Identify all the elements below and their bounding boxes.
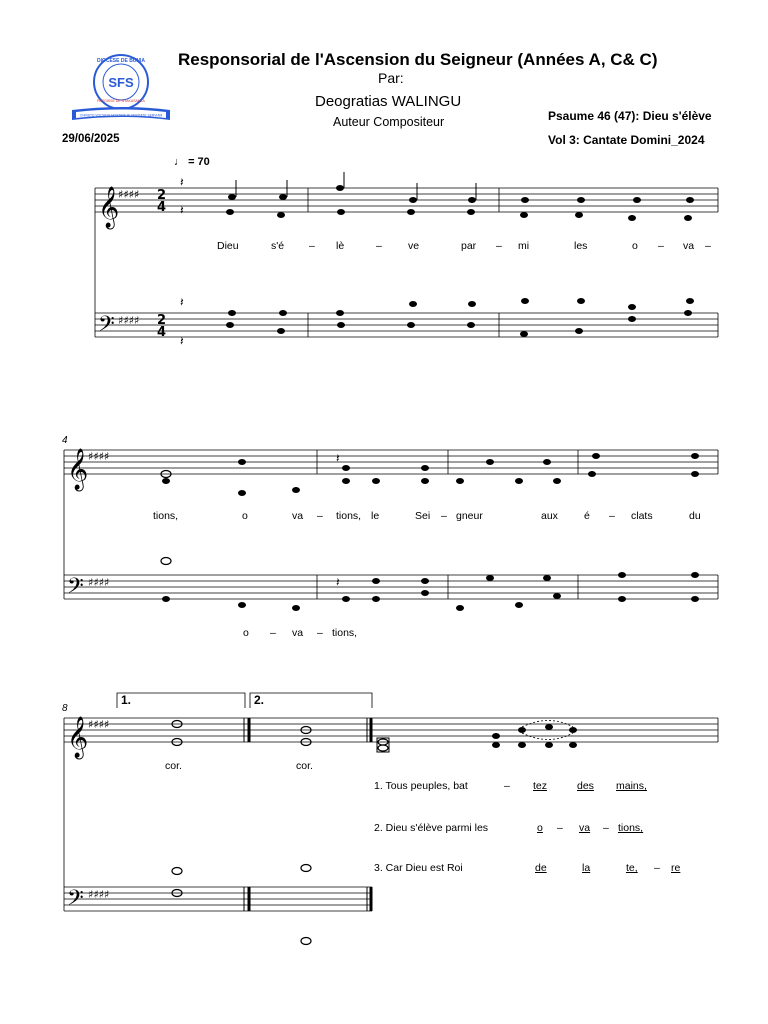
svg-text:𝄽: 𝄽	[180, 175, 184, 189]
svg-text:4: 4	[157, 325, 167, 340]
svg-text:DIOCESE DE BUNIA: DIOCESE DE BUNIA	[96, 58, 146, 64]
lyric: du	[689, 510, 701, 522]
svg-text:PAROISSE DE NYAKASANZA: PAROISSE DE NYAKASANZA	[97, 99, 145, 103]
verse-3-word: re	[671, 862, 681, 874]
composer-role: Auteur Compositeur	[333, 115, 445, 129]
verse-1-word: des	[577, 780, 594, 792]
lyric: cor.	[165, 760, 182, 772]
svg-text:CHRISTO VOCIBUS NOSTRIS IN VER: CHRISTO VOCIBUS NOSTRIS IN VERITATE SERVIAM	[79, 113, 163, 118]
lyric: o	[632, 240, 638, 252]
svg-text:2: 2	[157, 313, 167, 328]
lyric: cor.	[296, 760, 313, 772]
volta-2: 2.	[254, 693, 265, 707]
verse-3-text: 3. Car Dieu est Roi	[374, 862, 463, 874]
lyric: va	[292, 510, 304, 522]
system-3	[64, 693, 718, 911]
lyric: les	[574, 240, 588, 252]
psalm-reference: Psaume 46 (47): Dieu s'élève	[548, 109, 712, 123]
score-date: 29/06/2025	[62, 133, 120, 145]
lyric: –	[376, 240, 382, 252]
verse-2-word: tions,	[618, 822, 644, 834]
treble-clef-icon: 𝄞	[98, 187, 120, 228]
tempo-value: = 70	[188, 156, 210, 168]
svg-text:𝄢: 𝄢	[67, 574, 84, 604]
lyric: –	[441, 510, 447, 522]
verse-3-word: la	[582, 862, 591, 874]
verse-1-word: tez	[533, 780, 548, 792]
lyric: –	[609, 510, 615, 522]
lyric: tions,	[153, 510, 179, 522]
lyric-bass: va	[292, 627, 304, 639]
svg-text:𝄢: 𝄢	[67, 886, 84, 916]
lyric-bass: –	[317, 627, 323, 639]
lyric: va	[683, 240, 695, 252]
verse-3-word: de	[535, 862, 547, 874]
svg-text:♯♯♯♯: ♯♯♯♯	[88, 888, 110, 901]
lyric: tions,	[336, 510, 362, 522]
lyric: le	[371, 510, 380, 522]
lyric: ve	[408, 240, 420, 252]
lyric: –	[317, 510, 323, 522]
svg-text:𝄽: 𝄽	[180, 295, 184, 309]
verse-1-word: mains,	[616, 780, 647, 792]
music-notation: 𝄞 𝄞 𝄢 ♯♯♯♯ ♯♯♯♯ 2 4 2 4 𝄽𝄽 𝄽𝄽 𝄞 𝄢 ♯♯♯♯ ♯♯♯♯ 𝄽 𝄽 𝄞 𝄢 ♯♯♯♯ ♯♯♯♯	[0, 0, 768, 1024]
verse-2-word: –	[557, 822, 563, 834]
verse-1-dash: –	[504, 780, 510, 792]
svg-text:𝄽: 𝄽	[180, 334, 184, 348]
measure-number: 8	[62, 703, 68, 714]
system-2-glyphs	[67, 448, 699, 611]
lyric: –	[658, 240, 664, 252]
verse-2-word: o	[537, 822, 543, 834]
svg-text:♯♯♯♯: ♯♯♯♯	[88, 718, 110, 731]
lyric-bass: –	[270, 627, 276, 639]
lyric: mi	[518, 240, 530, 252]
volume-label: Vol 3: Cantate Domini_2024	[548, 133, 705, 147]
lyric-bass: o	[243, 627, 249, 639]
lyric: –	[705, 240, 711, 252]
lyric: clats	[631, 510, 653, 522]
svg-text:2: 2	[157, 188, 167, 203]
svg-text:♯♯♯♯: ♯♯♯♯	[88, 450, 110, 463]
svg-text:𝄽: 𝄽	[336, 451, 340, 465]
lyric: é	[584, 510, 590, 522]
lyric: s'é	[271, 240, 285, 252]
svg-text:𝄽: 𝄽	[180, 203, 184, 217]
verse-2-text: 2. Dieu s'élève parmi les	[374, 822, 489, 834]
svg-text:𝄞: 𝄞	[67, 717, 89, 758]
system-1-glyphs	[98, 172, 694, 348]
tempo-marking: ♩ = 70	[174, 156, 210, 168]
system-1	[95, 188, 718, 337]
verse-2-word: –	[603, 822, 609, 834]
lyric: par	[461, 240, 477, 252]
verse-2-word: va	[579, 822, 591, 834]
measure-number: 4	[62, 435, 68, 446]
bass-clef-icon: 𝄢	[98, 312, 115, 342]
system-3-glyphs	[67, 716, 577, 945]
lyric: Dieu	[217, 240, 239, 252]
verse-3-word: te,	[626, 862, 638, 874]
key-signature: ♯♯♯♯	[118, 188, 140, 201]
lyric: gneur	[456, 510, 483, 522]
score-title: Responsorial de l'Ascension du Seigneur (Années A, C& C)	[178, 50, 658, 69]
par-label: Par:	[378, 70, 404, 86]
lyric: o	[242, 510, 248, 522]
svg-text:SFS: SFS	[108, 75, 134, 90]
lyric: –	[309, 240, 315, 252]
lyric-bass: tions,	[332, 627, 358, 639]
lyric: aux	[541, 510, 558, 522]
volta-1: 1.	[121, 693, 132, 707]
composer-name: Deogratias WALINGU	[315, 93, 462, 110]
verse-3-word: –	[654, 862, 660, 874]
svg-text:𝄽: 𝄽	[336, 575, 340, 589]
lyric: –	[496, 240, 502, 252]
lyric: Sei	[415, 510, 431, 522]
verse-1-text: 1. Tous peuples, bat	[374, 780, 468, 792]
svg-text:4: 4	[157, 200, 167, 215]
lyric: lè	[336, 240, 345, 252]
key-signature-bass: ♯♯♯♯	[118, 314, 140, 327]
svg-text:𝄞: 𝄞	[67, 449, 89, 490]
svg-text:♯♯♯♯: ♯♯♯♯	[88, 576, 110, 589]
